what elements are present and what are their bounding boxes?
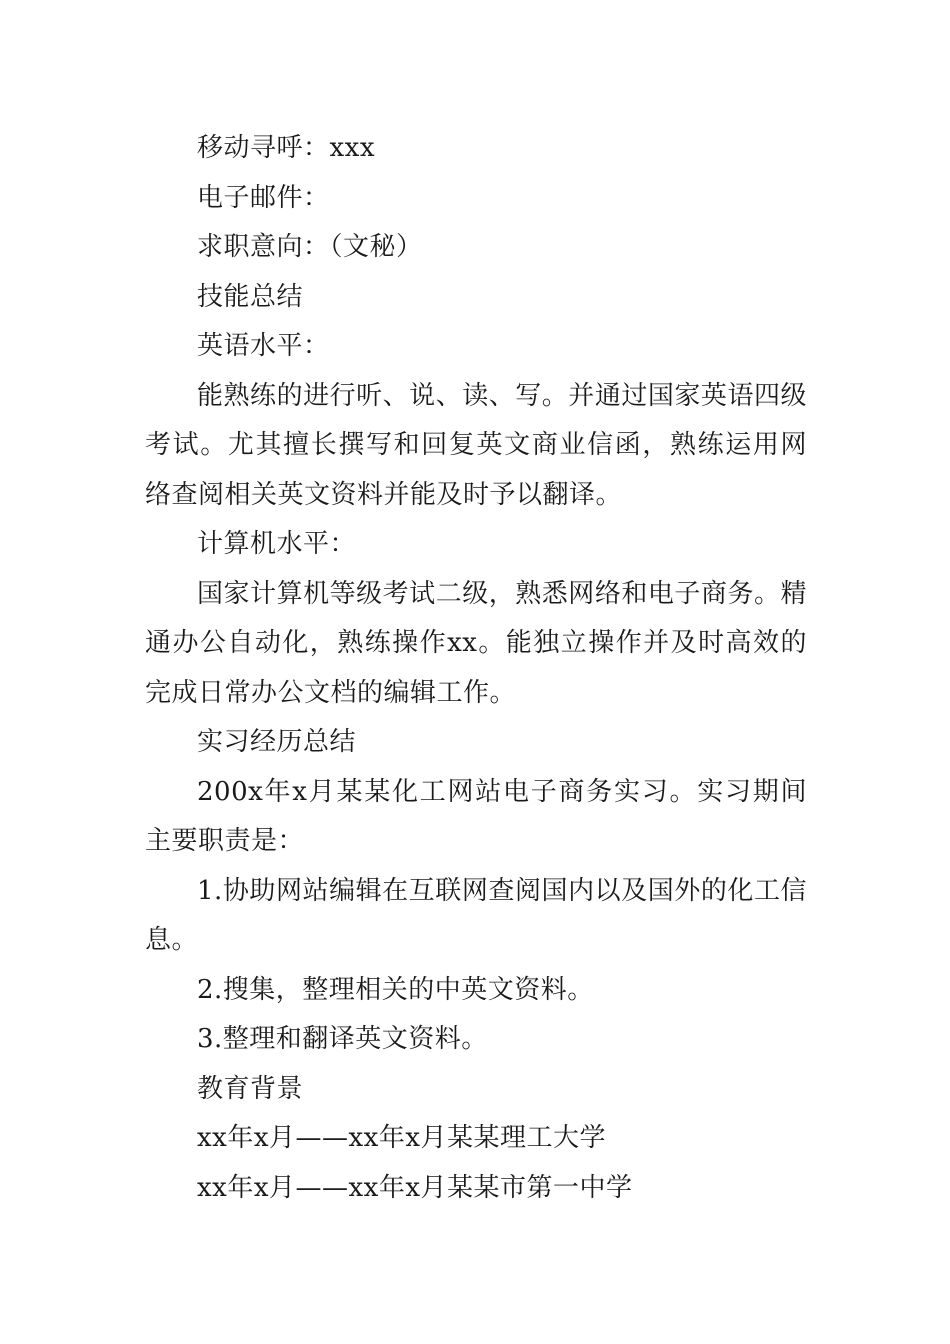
duty-item-3: 3.整理和翻译英文资料。	[197, 1024, 488, 1054]
section-heading-skills: 技能总结	[197, 281, 304, 312]
computer-level-label: 计算机水平：	[197, 529, 357, 559]
internship-paragraph: 200x年x月某某化工网站电子商务实习。实习期间主要职责是：	[145, 776, 807, 856]
education-item-highschool: xx年x月——xx年x月某某市第一中学	[197, 1172, 633, 1203]
document-page	[145, 124, 807, 1213]
english-level-paragraph: 能熟练的进行听、说、读、写。并通过国家英语四级考试。尤其擅长撰写和回复英文商业信函，熟练运用网络查阅相关英文资料并能及时予以翻译。	[145, 380, 807, 510]
contact-pager-line: 移动寻呼：xxx	[197, 133, 375, 163]
duty-item-1: 1.协助网站编辑在互联网查阅国内以及国外的化工信息。	[145, 875, 807, 955]
duty-item-2: 2.搜集，整理相关的中英文资料。	[197, 974, 594, 1005]
computer-level-paragraph: 国家计算机等级考试二级，熟悉网络和电子商务。精通办公自动化，熟练操作xx。能独立操作并及时高效的完成日常办公文档的编辑工作。	[145, 578, 807, 708]
job-intention-line: 求职意向：（文秘）	[197, 232, 423, 262]
section-heading-education: 教育背景	[197, 1073, 304, 1104]
section-heading-internship: 实习经历总结	[197, 727, 357, 757]
education-item-university: xx年x月——xx年x月某某理工大学	[197, 1123, 606, 1153]
contact-email-line: 电子邮件：	[197, 182, 330, 213]
english-level-label: 英语水平：	[197, 331, 330, 361]
